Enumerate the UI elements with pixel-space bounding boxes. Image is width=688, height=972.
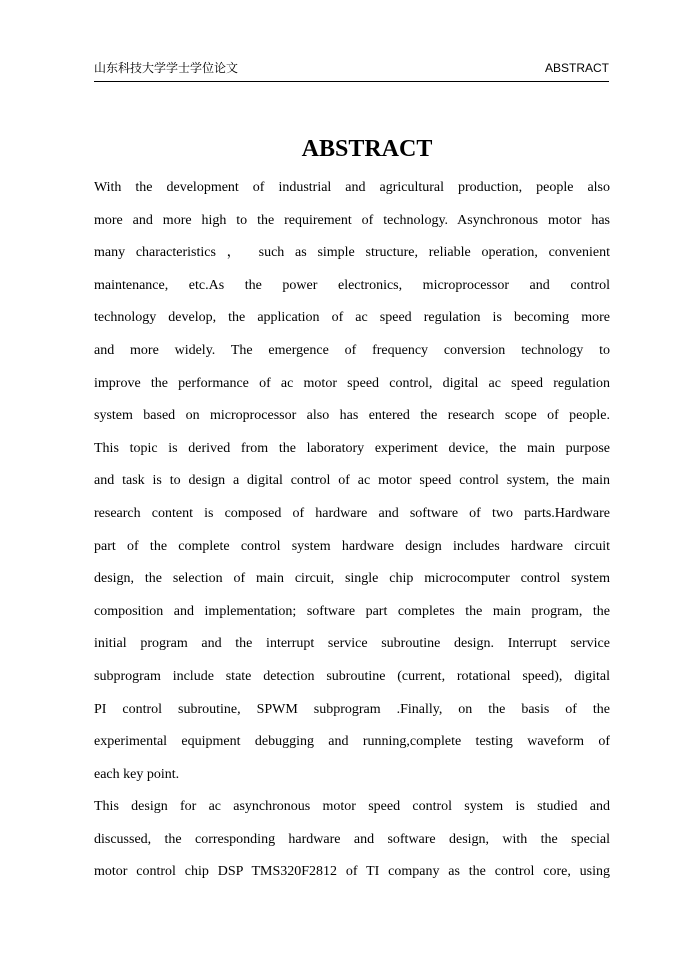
text-line: discussed, the corresponding hardware and software design, with the special <box>94 831 610 847</box>
header-section-name: ABSTRACT <box>544 61 609 75</box>
text-line: many characteristics ， such as simple structure, reliable operation, convenient <box>94 245 610 261</box>
text-line: maintenance, etc.As the power electronics, microprocessor and control <box>94 277 610 293</box>
text-line: system based on microprocessor also has entered the research scope of people. <box>94 408 610 424</box>
text-line: research content is composed of hardware and software of two parts.Hardware <box>94 505 610 521</box>
text-line: PI control subroutine, SPWM subprogram .Finally, on the basis of the <box>94 701 610 717</box>
text-line: initial program and the interrupt service subroutine design. Interrupt service <box>94 636 610 652</box>
text-line: design, the selection of main circuit, single chip microcomputer control system <box>94 571 610 587</box>
header-divider <box>94 81 609 82</box>
text-line: This topic is derived from the laboratory experiment device, the main purpose <box>94 440 610 456</box>
text-line: With the development of industrial and agricultural production, people also <box>94 180 610 195</box>
text-line: technology develop, the application of ac speed regulation is becoming more <box>94 310 610 326</box>
text-line: and task is to design a digital control of ac motor speed control system, the main <box>94 473 610 489</box>
text-line: This design for ac asynchronous motor speed control system is studied and <box>94 799 610 815</box>
text-line: experimental equipment debugging and running,complete testing waveform of <box>94 734 610 750</box>
text-line: subprogram include state detection subroutine (current, rotational speed), digital <box>94 668 610 684</box>
page-title: ABSTRACT <box>301 136 433 162</box>
text-line: each key point. <box>94 766 180 782</box>
text-line: motor control chip DSP TMS320F2812 of TI company as the control core, using <box>94 864 610 880</box>
text-line: and more widely. The emergence of frequency conversion technology to <box>94 342 610 358</box>
text-line: part of the complete control system hardware design includes hardware circuit <box>94 538 610 554</box>
text-line: improve the performance of ac motor speed control, digital ac speed regulation <box>94 375 610 391</box>
header-university-thesis: 山东科技大学学士学位论文 <box>94 61 239 75</box>
abstract-body <box>94 176 610 893</box>
text-line: composition and implementation; software part completes the main program, the <box>94 603 610 619</box>
text-line: more and more high to the requirement of technology. Asynchronous motor has <box>94 212 610 228</box>
